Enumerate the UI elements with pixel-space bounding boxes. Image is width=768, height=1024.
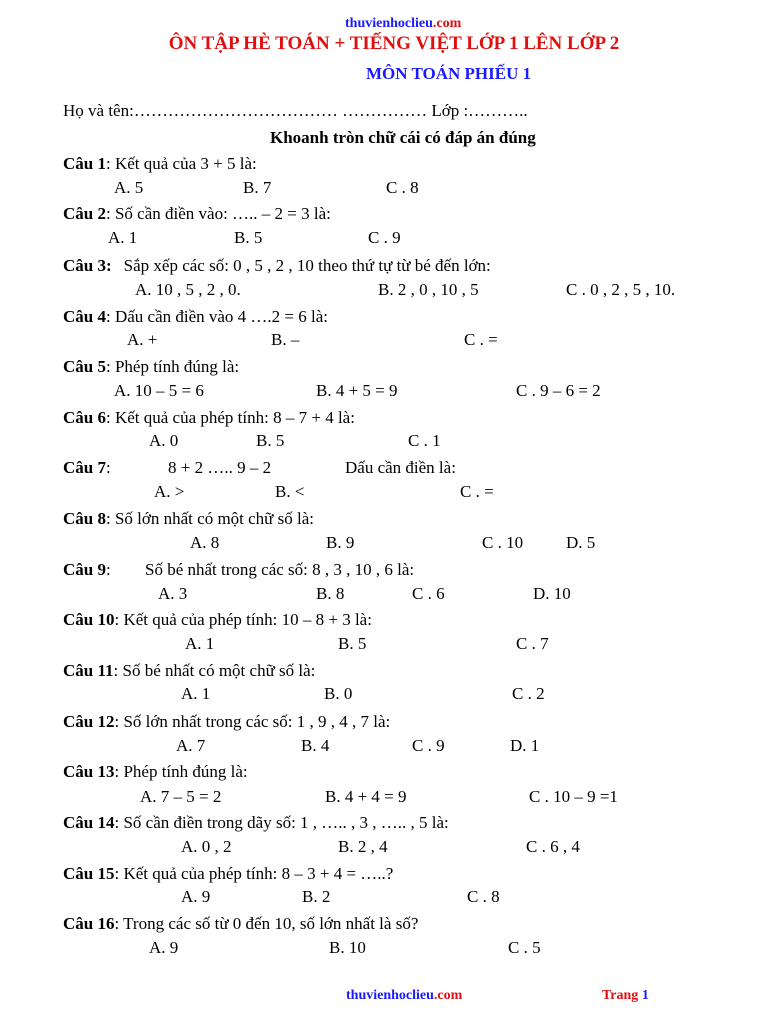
page-number: Trang 1	[602, 988, 649, 1003]
answer-option[interactable]: A. 1	[181, 684, 211, 703]
answer-option[interactable]: A. 0	[149, 431, 179, 450]
answer-option[interactable]: D. 5	[566, 533, 596, 552]
answer-option[interactable]: C . 5	[508, 938, 541, 957]
question-7-prompt: Dấu cần điền là:	[345, 458, 456, 477]
answer-option[interactable]: C . 9 – 6 = 2	[516, 381, 601, 400]
answer-option[interactable]: C . 8	[467, 887, 500, 906]
question-6: Câu 6: Kết quả của phép tính: 8 – 7 + 4 là:	[63, 408, 355, 427]
answer-option[interactable]: B. 5	[234, 228, 263, 247]
site-name: thuvienhoclieu	[345, 16, 433, 31]
question-5: Câu 5: Phép tính đúng là:	[63, 357, 240, 376]
answer-option[interactable]: C . =	[460, 482, 494, 501]
question-12: Câu 12: Số lớn nhất trong các số: 1 , 9 , 4 , 7 là:	[63, 712, 391, 731]
question-10: Câu 10: Kết quả của phép tính: 10 – 8 + 3 là:	[63, 610, 372, 629]
answer-option[interactable]: A. >	[154, 482, 185, 501]
answer-option[interactable]: D. 1	[510, 736, 540, 755]
site-tld: .com	[433, 988, 463, 1003]
answer-option[interactable]: B. 8	[316, 584, 345, 603]
answer-option[interactable]: A. 3	[158, 584, 188, 603]
answer-option[interactable]: C . 2	[512, 684, 545, 703]
answer-option[interactable]: B. 0	[324, 684, 353, 703]
answer-option[interactable]: B. 2 , 0 , 10 , 5	[378, 280, 479, 299]
answer-option[interactable]: B. 4 + 4 = 9	[325, 787, 407, 806]
question-15: Câu 15: Kết quả của phép tính: 8 – 3 + 4 = …..?	[63, 864, 394, 883]
question-9-prompt: Số bé nhất trong các số: 8 , 3 , 10 , 6 là:	[145, 560, 415, 579]
answer-option[interactable]: C . 6 , 4	[526, 837, 580, 856]
answer-option[interactable]: A. 7	[176, 736, 206, 755]
question-14: Câu 14: Số cần điền trong dãy số: 1 , ….. , 3 , ….. , 5 là:	[63, 813, 449, 832]
question-16: Câu 16: Trong các số từ 0 đến 10, số lớn nhất là số?	[63, 914, 419, 933]
answer-option[interactable]: A. 9	[149, 938, 179, 957]
question-2: Câu 2: Số cần điền vào: ….. – 2 = 3 là:	[63, 204, 331, 223]
answer-option[interactable]: C . 8	[386, 178, 419, 197]
answer-option[interactable]: C . 1	[408, 431, 441, 450]
answer-option[interactable]: A. 8	[190, 533, 220, 552]
site-watermark-bottom	[346, 988, 462, 1004]
answer-option[interactable]: B. 4 + 5 = 9	[316, 381, 398, 400]
answer-option[interactable]: C . 7	[516, 634, 549, 653]
question-3: Câu 3: Sắp xếp các số: 0 , 5 , 2 , 10 theo thứ tự từ bé đến lớn:	[63, 256, 491, 275]
site-watermark-top	[345, 16, 461, 32]
answer-option[interactable]: B. 5	[256, 431, 285, 450]
answer-option[interactable]: A. 9	[181, 887, 211, 906]
answer-option[interactable]: A. 10 , 5 , 2 , 0.	[135, 280, 241, 299]
student-info-line: Họ và tên:……………………………… …………… Lớp :………..	[63, 101, 528, 120]
instruction: Khoanh tròn chữ cái có đáp án đúng	[270, 128, 536, 147]
answer-option[interactable]: C . 0 , 2 , 5 , 10.	[566, 280, 676, 299]
answer-option[interactable]: C . 10	[482, 533, 524, 552]
answer-option[interactable]: B. 2	[302, 887, 331, 906]
page-subtitle: MÔN TOÁN PHIẾU 1	[366, 64, 532, 83]
question-7: Câu 7:	[63, 458, 111, 477]
answer-option[interactable]: C . =	[464, 330, 498, 349]
answer-option[interactable]: B. –	[271, 330, 300, 349]
question-1: Câu 1: Kết quả của 3 + 5 là:	[63, 154, 257, 173]
answer-option[interactable]: A. 7 – 5 = 2	[140, 787, 222, 806]
answer-option[interactable]: B. 2 , 4	[338, 837, 388, 856]
site-name: thuvienhoclieu	[346, 988, 434, 1003]
answer-option[interactable]: D. 10	[533, 584, 571, 603]
answer-option[interactable]: C . 10 – 9 =1	[529, 787, 618, 806]
answer-option[interactable]: C . 6	[412, 584, 445, 603]
answer-option[interactable]: B. 7	[243, 178, 272, 197]
answer-option[interactable]: B. 4	[301, 736, 330, 755]
question-7-expression: 8 + 2 ….. 9 – 2	[168, 458, 272, 477]
answer-option[interactable]: A. 0 , 2	[181, 837, 232, 856]
question-8: Câu 8: Số lớn nhất có một chữ số là:	[63, 509, 315, 528]
answer-option[interactable]: B. 5	[338, 634, 367, 653]
question-9: Câu 9:	[63, 560, 111, 579]
answer-option[interactable]: B. 10	[329, 938, 366, 957]
answer-option[interactable]: A. 5	[114, 178, 144, 197]
answer-option[interactable]: A. 1	[108, 228, 138, 247]
answer-option[interactable]: A. +	[127, 330, 158, 349]
answer-option[interactable]: A. 1	[185, 634, 215, 653]
answer-option[interactable]: B. 9	[326, 533, 355, 552]
answer-option[interactable]: B. <	[275, 482, 305, 501]
question-11: Câu 11: Số bé nhất có một chữ số là:	[63, 661, 316, 680]
site-tld: .com	[432, 16, 462, 31]
page-title: ÔN TẬP HÈ TOÁN + TIẾNG VIỆT LỚP 1 LÊN LỚP 2	[168, 33, 620, 54]
answer-option[interactable]: C . 9	[412, 736, 445, 755]
question-13: Câu 13: Phép tính đúng là:	[63, 762, 248, 781]
question-4: Câu 4: Dấu cần điền vào 4 ….2 = 6 là:	[63, 307, 329, 326]
answer-option[interactable]: C . 9	[368, 228, 401, 247]
answer-option[interactable]: A. 10 – 5 = 6	[114, 381, 204, 400]
